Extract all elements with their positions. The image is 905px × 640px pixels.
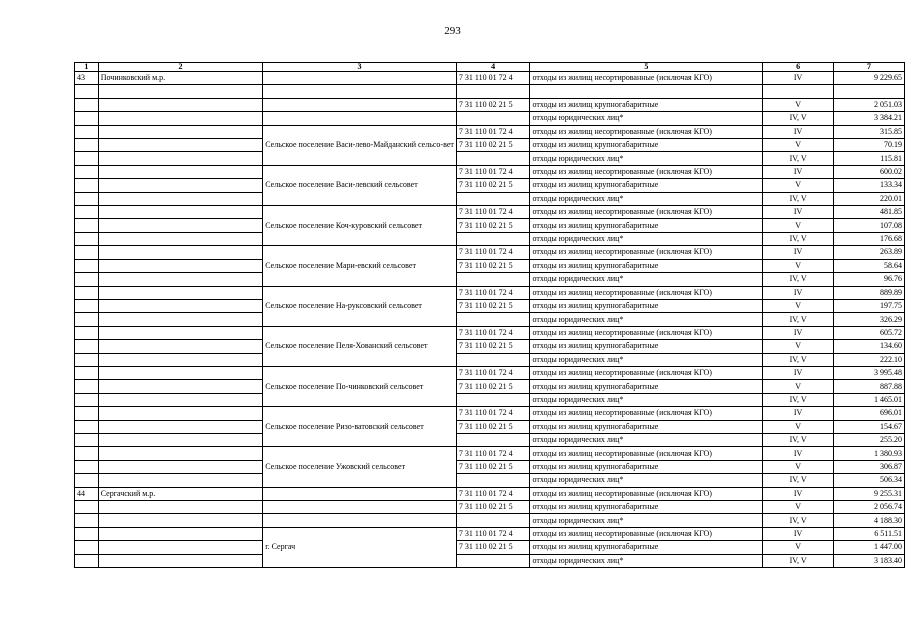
empty-row [75, 85, 905, 98]
waste-type: отходы из жилищ крупногабаритные [530, 299, 763, 312]
fkko-code: 7 31 110 02 21 5 [456, 219, 530, 232]
waste-type: отходы из жилищ несортированные (исключая КГО) [530, 125, 763, 138]
settlement-row [75, 259, 905, 272]
waste-type: отходы из жилищ крупногабаритные [530, 460, 763, 473]
district-name [98, 527, 263, 540]
settlement-name [263, 514, 457, 527]
district-number [75, 554, 99, 567]
empty-cell [833, 85, 904, 98]
hazard-class: V [763, 420, 834, 433]
settlement-row [75, 152, 905, 165]
waste-amount: 107.08 [833, 219, 904, 232]
waste-amount: 306.87 [833, 460, 904, 473]
hazard-class: V [763, 501, 834, 514]
settlement-row [75, 353, 905, 366]
hazard-class: V [763, 139, 834, 152]
settlement-row [75, 313, 905, 326]
district-name [98, 460, 263, 473]
hazard-class: IV [763, 487, 834, 500]
district-name [98, 447, 263, 460]
settlement-name: Сельское поселение Пеля-Хованский сельсовет [263, 326, 457, 366]
waste-amount: 70.19 [833, 139, 904, 152]
empty-cell [763, 85, 834, 98]
hazard-class: V [763, 259, 834, 272]
district-name [98, 286, 263, 299]
fkko-code: 7 31 110 02 21 5 [456, 179, 530, 192]
district-name [98, 246, 263, 259]
district-name [98, 165, 263, 178]
hazard-class: IV [763, 326, 834, 339]
fkko-code [456, 554, 530, 567]
settlement-row [75, 380, 905, 393]
district-name [98, 340, 263, 353]
hazard-class: IV [763, 72, 834, 85]
empty-cell [263, 85, 457, 98]
district-number [75, 273, 99, 286]
waste-type: отходы из жилищ несортированные (исключая КГО) [530, 487, 763, 500]
settlement-row [75, 286, 905, 299]
hazard-class: IV [763, 407, 834, 420]
district-number [75, 514, 99, 527]
fkko-code: 7 31 110 01 72 4 [456, 165, 530, 178]
district-name [98, 353, 263, 366]
waste-type: отходы из жилищ крупногабаритные [530, 501, 763, 514]
settlement-row [75, 420, 905, 433]
district-number [75, 98, 99, 111]
district-row [75, 72, 905, 85]
hazard-class: IV, V [763, 554, 834, 567]
waste-type: отходы юридических лиц* [530, 353, 763, 366]
waste-amount: 9 255.31 [833, 487, 904, 500]
settlement-row [75, 206, 905, 219]
settlement-row [75, 326, 905, 339]
settlement-name: Сельское поселение По-чинковский сельсовет [263, 366, 457, 406]
waste-amount: 176.68 [833, 232, 904, 245]
district-name [98, 420, 263, 433]
column-number: 1 [75, 63, 99, 72]
hazard-class: IV, V [763, 273, 834, 286]
waste-amount: 58.64 [833, 259, 904, 272]
waste-amount: 220.01 [833, 192, 904, 205]
settlement-name [263, 487, 457, 500]
empty-cell [530, 85, 763, 98]
waste-type: отходы юридических лиц* [530, 393, 763, 406]
hazard-class: IV [763, 165, 834, 178]
waste-type: отходы юридических лиц* [530, 152, 763, 165]
waste-type: отходы из жилищ несортированные (исключая КГО) [530, 165, 763, 178]
column-number: 4 [456, 63, 530, 72]
district-number [75, 433, 99, 446]
fkko-code: 7 31 110 01 72 4 [456, 72, 530, 85]
empty-cell [75, 85, 99, 98]
district-row [75, 98, 905, 111]
settlement-row [75, 232, 905, 245]
fkko-code: 7 31 110 01 72 4 [456, 487, 530, 500]
column-number-row [75, 63, 905, 72]
settlement-row [75, 541, 905, 554]
waste-amount: 1 380.93 [833, 447, 904, 460]
district-number [75, 219, 99, 232]
waste-amount: 889.89 [833, 286, 904, 299]
hazard-class: V [763, 340, 834, 353]
district-number [75, 353, 99, 366]
waste-type: отходы из жилищ крупногабаритные [530, 219, 763, 232]
district-number [75, 460, 99, 473]
settlement-name [263, 72, 457, 85]
fkko-code: 7 31 110 01 72 4 [456, 326, 530, 339]
district-name [98, 514, 263, 527]
hazard-class: IV [763, 447, 834, 460]
district-name [98, 232, 263, 245]
column-number: 5 [530, 63, 763, 72]
fkko-code [456, 433, 530, 446]
waste-amount: 696.01 [833, 407, 904, 420]
fkko-code: 7 31 110 01 72 4 [456, 246, 530, 259]
settlement-row [75, 447, 905, 460]
settlement-row [75, 192, 905, 205]
waste-amount: 326.29 [833, 313, 904, 326]
settlement-name [263, 112, 457, 125]
hazard-class: V [763, 219, 834, 232]
empty-cell [456, 85, 530, 98]
hazard-class: V [763, 460, 834, 473]
hazard-class: IV, V [763, 232, 834, 245]
waste-type: отходы из жилищ крупногабаритные [530, 340, 763, 353]
column-number: 2 [98, 63, 263, 72]
district-name [98, 139, 263, 152]
fkko-code [456, 112, 530, 125]
district-number [75, 286, 99, 299]
fkko-code [456, 474, 530, 487]
settlement-name: г. Сергач [263, 527, 457, 567]
fkko-code: 7 31 110 01 72 4 [456, 447, 530, 460]
settlement-row [75, 273, 905, 286]
fkko-code [456, 192, 530, 205]
fkko-code [456, 313, 530, 326]
district-number [75, 125, 99, 138]
waste-type: отходы из жилищ крупногабаритные [530, 420, 763, 433]
fkko-code: 7 31 110 02 21 5 [456, 541, 530, 554]
district-number [75, 179, 99, 192]
waste-generation-table [74, 62, 905, 568]
district-name [98, 541, 263, 554]
waste-amount: 887.88 [833, 380, 904, 393]
district-name [98, 259, 263, 272]
column-number: 6 [763, 63, 834, 72]
fkko-code: 7 31 110 02 21 5 [456, 420, 530, 433]
waste-amount: 255.20 [833, 433, 904, 446]
fkko-code [456, 232, 530, 245]
district-number [75, 340, 99, 353]
waste-type: отходы юридических лиц* [530, 474, 763, 487]
district-number [75, 541, 99, 554]
district-name [98, 299, 263, 312]
district-number [75, 192, 99, 205]
waste-type: отходы юридических лиц* [530, 232, 763, 245]
hazard-class: IV [763, 125, 834, 138]
fkko-code: 7 31 110 01 72 4 [456, 206, 530, 219]
waste-type: отходы из жилищ крупногабаритные [530, 139, 763, 152]
fkko-code: 7 31 110 01 72 4 [456, 125, 530, 138]
waste-type: отходы юридических лиц* [530, 273, 763, 286]
settlement-row [75, 340, 905, 353]
fkko-code: 7 31 110 01 72 4 [456, 407, 530, 420]
fkko-code [456, 152, 530, 165]
district-number [75, 501, 99, 514]
district-name [98, 407, 263, 420]
waste-amount: 154.67 [833, 420, 904, 433]
district-number [75, 165, 99, 178]
waste-type: отходы юридических лиц* [530, 514, 763, 527]
fkko-code: 7 31 110 02 21 5 [456, 259, 530, 272]
fkko-code: 7 31 110 02 21 5 [456, 380, 530, 393]
waste-amount: 481.85 [833, 206, 904, 219]
waste-amount: 96.76 [833, 273, 904, 286]
district-number [75, 326, 99, 339]
district-number [75, 474, 99, 487]
waste-type: отходы из жилищ крупногабаритные [530, 380, 763, 393]
district-name [98, 98, 263, 111]
district-name [98, 206, 263, 219]
fkko-code: 7 31 110 02 21 5 [456, 340, 530, 353]
waste-amount: 2 051.03 [833, 98, 904, 111]
waste-amount: 3 995.48 [833, 366, 904, 379]
district-name [98, 501, 263, 514]
waste-amount: 133.34 [833, 179, 904, 192]
hazard-class: V [763, 380, 834, 393]
district-name [98, 192, 263, 205]
district-number [75, 527, 99, 540]
waste-amount: 3 183.40 [833, 554, 904, 567]
district-name [98, 554, 263, 567]
hazard-class: IV [763, 366, 834, 379]
settlement-name: Сельское поселение Ужовский сельсовет [263, 447, 457, 487]
hazard-class: IV, V [763, 433, 834, 446]
waste-type: отходы из жилищ несортированные (исключая КГО) [530, 72, 763, 85]
district-name [98, 125, 263, 138]
district-name [98, 380, 263, 393]
district-name [98, 326, 263, 339]
fkko-code [456, 353, 530, 366]
hazard-class: IV, V [763, 353, 834, 366]
hazard-class: IV [763, 286, 834, 299]
settlement-row [75, 299, 905, 312]
settlement-row [75, 139, 905, 152]
settlement-row [75, 179, 905, 192]
empty-cell [98, 85, 263, 98]
district-number [75, 313, 99, 326]
district-number: 44 [75, 487, 99, 500]
hazard-class: V [763, 179, 834, 192]
waste-type: отходы из жилищ несортированные (исключая КГО) [530, 246, 763, 259]
district-number [75, 112, 99, 125]
district-number [75, 393, 99, 406]
waste-type: отходы из жилищ крупногабаритные [530, 259, 763, 272]
settlement-row [75, 433, 905, 446]
waste-amount: 9 229.65 [833, 72, 904, 85]
hazard-class: IV, V [763, 514, 834, 527]
settlement-name: Сельское поселение На-руксовский сельсовет [263, 286, 457, 326]
waste-type: отходы из жилищ несортированные (исключая КГО) [530, 407, 763, 420]
waste-type: отходы из жилищ несортированные (исключая КГО) [530, 206, 763, 219]
fkko-code: 7 31 110 02 21 5 [456, 501, 530, 514]
waste-type: отходы из жилищ несортированные (исключая КГО) [530, 286, 763, 299]
waste-amount: 4 188.30 [833, 514, 904, 527]
district-name [98, 179, 263, 192]
hazard-class: IV, V [763, 192, 834, 205]
hazard-class: IV, V [763, 112, 834, 125]
waste-amount: 197.75 [833, 299, 904, 312]
settlement-name: Сельское поселение Васи-левский сельсовет [263, 165, 457, 205]
waste-amount: 600.02 [833, 165, 904, 178]
district-name [98, 112, 263, 125]
district-row [75, 514, 905, 527]
district-name [98, 474, 263, 487]
waste-amount: 506.34 [833, 474, 904, 487]
district-name [98, 433, 263, 446]
settlement-name: Сельское поселение Ризо-ватовский сельсовет [263, 407, 457, 447]
hazard-class: IV [763, 527, 834, 540]
settlement-name: Сельское поселение Мари-евский сельсовет [263, 246, 457, 286]
settlement-row [75, 460, 905, 473]
hazard-class: V [763, 299, 834, 312]
waste-type: отходы из жилищ крупногабаритные [530, 541, 763, 554]
hazard-class: IV, V [763, 474, 834, 487]
waste-amount: 1 465.01 [833, 393, 904, 406]
settlement-row [75, 165, 905, 178]
waste-amount: 3 384.21 [833, 112, 904, 125]
district-number [75, 447, 99, 460]
settlement-name: Сельское поселение Васи-лево-Майданский сельсо-вет [263, 125, 457, 165]
fkko-code: 7 31 110 01 72 4 [456, 366, 530, 379]
settlement-row [75, 246, 905, 259]
waste-type: отходы из жилищ несортированные (исключая КГО) [530, 366, 763, 379]
waste-amount: 6 511.51 [833, 527, 904, 540]
fkko-code: 7 31 110 01 72 4 [456, 527, 530, 540]
district-number [75, 259, 99, 272]
district-number [75, 206, 99, 219]
fkko-code [456, 514, 530, 527]
fkko-code [456, 393, 530, 406]
hazard-class: IV [763, 246, 834, 259]
settlement-name: Сельское поселение Коч-куровский сельсовет [263, 206, 457, 246]
hazard-class: IV, V [763, 152, 834, 165]
waste-amount: 1 447.00 [833, 541, 904, 554]
settlement-row [75, 125, 905, 138]
district-name: Сергачский м.р. [98, 487, 263, 500]
waste-amount: 263.89 [833, 246, 904, 259]
column-number: 3 [263, 63, 457, 72]
hazard-class: V [763, 98, 834, 111]
district-number [75, 299, 99, 312]
district-name [98, 366, 263, 379]
district-row [75, 501, 905, 514]
district-row [75, 112, 905, 125]
waste-type: отходы юридических лиц* [530, 112, 763, 125]
waste-type: отходы из жилищ несортированные (исключая КГО) [530, 447, 763, 460]
settlement-name [263, 501, 457, 514]
settlement-name [263, 98, 457, 111]
district-name [98, 273, 263, 286]
waste-type: отходы из жилищ несортированные (исключая КГО) [530, 326, 763, 339]
settlement-row [75, 554, 905, 567]
district-number [75, 380, 99, 393]
fkko-code: 7 31 110 02 21 5 [456, 139, 530, 152]
district-number [75, 366, 99, 379]
fkko-code: 7 31 110 02 21 5 [456, 299, 530, 312]
district-number [75, 152, 99, 165]
district-number: 43 [75, 72, 99, 85]
waste-amount: 222.10 [833, 353, 904, 366]
waste-type: отходы юридических лиц* [530, 433, 763, 446]
district-number [75, 232, 99, 245]
waste-type: отходы юридических лиц* [530, 313, 763, 326]
hazard-class: IV, V [763, 393, 834, 406]
fkko-code: 7 31 110 01 72 4 [456, 286, 530, 299]
settlement-row [75, 474, 905, 487]
column-number: 7 [833, 63, 904, 72]
district-number [75, 139, 99, 152]
district-row [75, 487, 905, 500]
hazard-class: IV [763, 206, 834, 219]
fkko-code: 7 31 110 02 21 5 [456, 460, 530, 473]
district-number [75, 246, 99, 259]
waste-amount: 2 056.74 [833, 501, 904, 514]
hazard-class: V [763, 541, 834, 554]
waste-type: отходы из жилищ крупногабаритные [530, 98, 763, 111]
district-name [98, 313, 263, 326]
settlement-row [75, 393, 905, 406]
page-number: 293 [444, 25, 461, 37]
waste-amount: 115.81 [833, 152, 904, 165]
settlement-row [75, 219, 905, 232]
waste-amount: 315.85 [833, 125, 904, 138]
district-name [98, 219, 263, 232]
waste-amount: 134.60 [833, 340, 904, 353]
district-number [75, 407, 99, 420]
waste-type: отходы из жилищ несортированные (исключая КГО) [530, 527, 763, 540]
waste-amount: 605.72 [833, 326, 904, 339]
district-number [75, 420, 99, 433]
waste-type: отходы юридических лиц* [530, 192, 763, 205]
district-name: Починковский м.р. [98, 72, 263, 85]
district-name [98, 152, 263, 165]
fkko-code [456, 273, 530, 286]
settlement-row [75, 407, 905, 420]
district-name [98, 393, 263, 406]
waste-type: отходы юридических лиц* [530, 554, 763, 567]
settlement-row [75, 366, 905, 379]
settlement-row [75, 527, 905, 540]
waste-type: отходы из жилищ крупногабаритные [530, 179, 763, 192]
fkko-code: 7 31 110 02 21 5 [456, 98, 530, 111]
hazard-class: IV, V [763, 313, 834, 326]
